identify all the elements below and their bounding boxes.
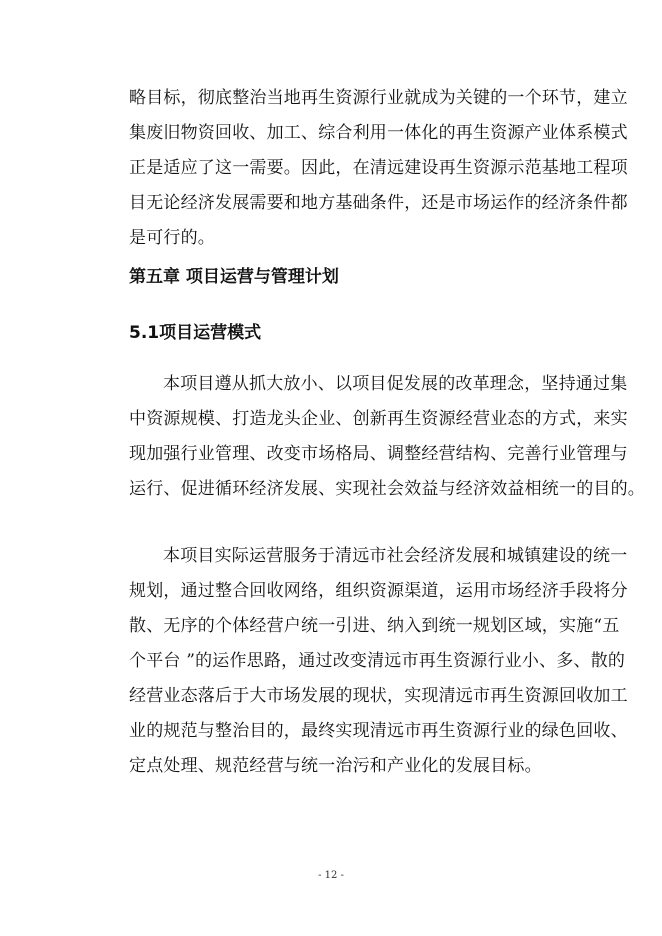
text-line: 是可行的。 bbox=[129, 228, 215, 248]
text-line: 正是适应了这一需要。因此，在清远建设再生资源示范基地工程项 bbox=[129, 158, 628, 178]
section-heading: 5.1项目运营模式 bbox=[129, 323, 262, 343]
text-line: 规划，通过整合回收网络，组织资源渠道，运用市场经济手段将分 bbox=[129, 581, 628, 601]
text-line: 现加强行业管理、改变市场格局、调整经营结构、完善行业管理与 bbox=[129, 444, 628, 464]
text-line: 个平台 ”的运作思路，通过改变清远市再生资源行业小、多、散的 bbox=[129, 651, 626, 671]
text-line: 定点处理、规范经营与统一治污和产业化的发展目标。 bbox=[129, 756, 542, 776]
text-line: 经营业态落后于大市场发展的现状，实现清远市再生资源回收加工 bbox=[129, 686, 628, 706]
text-line: 本项目遵从抓大放小、以项目促发展的改革理念，坚持通过集 bbox=[163, 374, 628, 394]
text-line: 集废旧物资回收、加工、综合利用一体化的再生资源产业体系模式 bbox=[129, 123, 628, 143]
text-line: 业的规范与整治目的，最终实现清远市再生资源行业的绿色回收、 bbox=[129, 721, 628, 741]
text-line: 目无论经济发展需要和地方基础条件，还是市场运作的经济条件都 bbox=[129, 193, 628, 213]
page-number: - 12 - bbox=[318, 870, 344, 881]
text-line: 中资源规模、打造龙头企业、创新再生资源经营业态的方式，来实 bbox=[129, 409, 628, 429]
text-line: 运行、促进循环经济发展、实现社会效益与经济效益相统一的目的。 bbox=[129, 479, 645, 499]
text-line: 略目标，彻底整治当地再生资源行业就成为关键的一个环节，建立 bbox=[129, 88, 628, 108]
text-line: 本项目实际运营服务于清远市社会经济发展和城镇建设的统一 bbox=[163, 546, 628, 566]
text-line: 散、无序的个体经营户统一引进、纳入到统一规划区域，实施“五 bbox=[129, 616, 620, 636]
chapter-heading: 第五章 项目运营与管理计划 bbox=[129, 267, 339, 287]
